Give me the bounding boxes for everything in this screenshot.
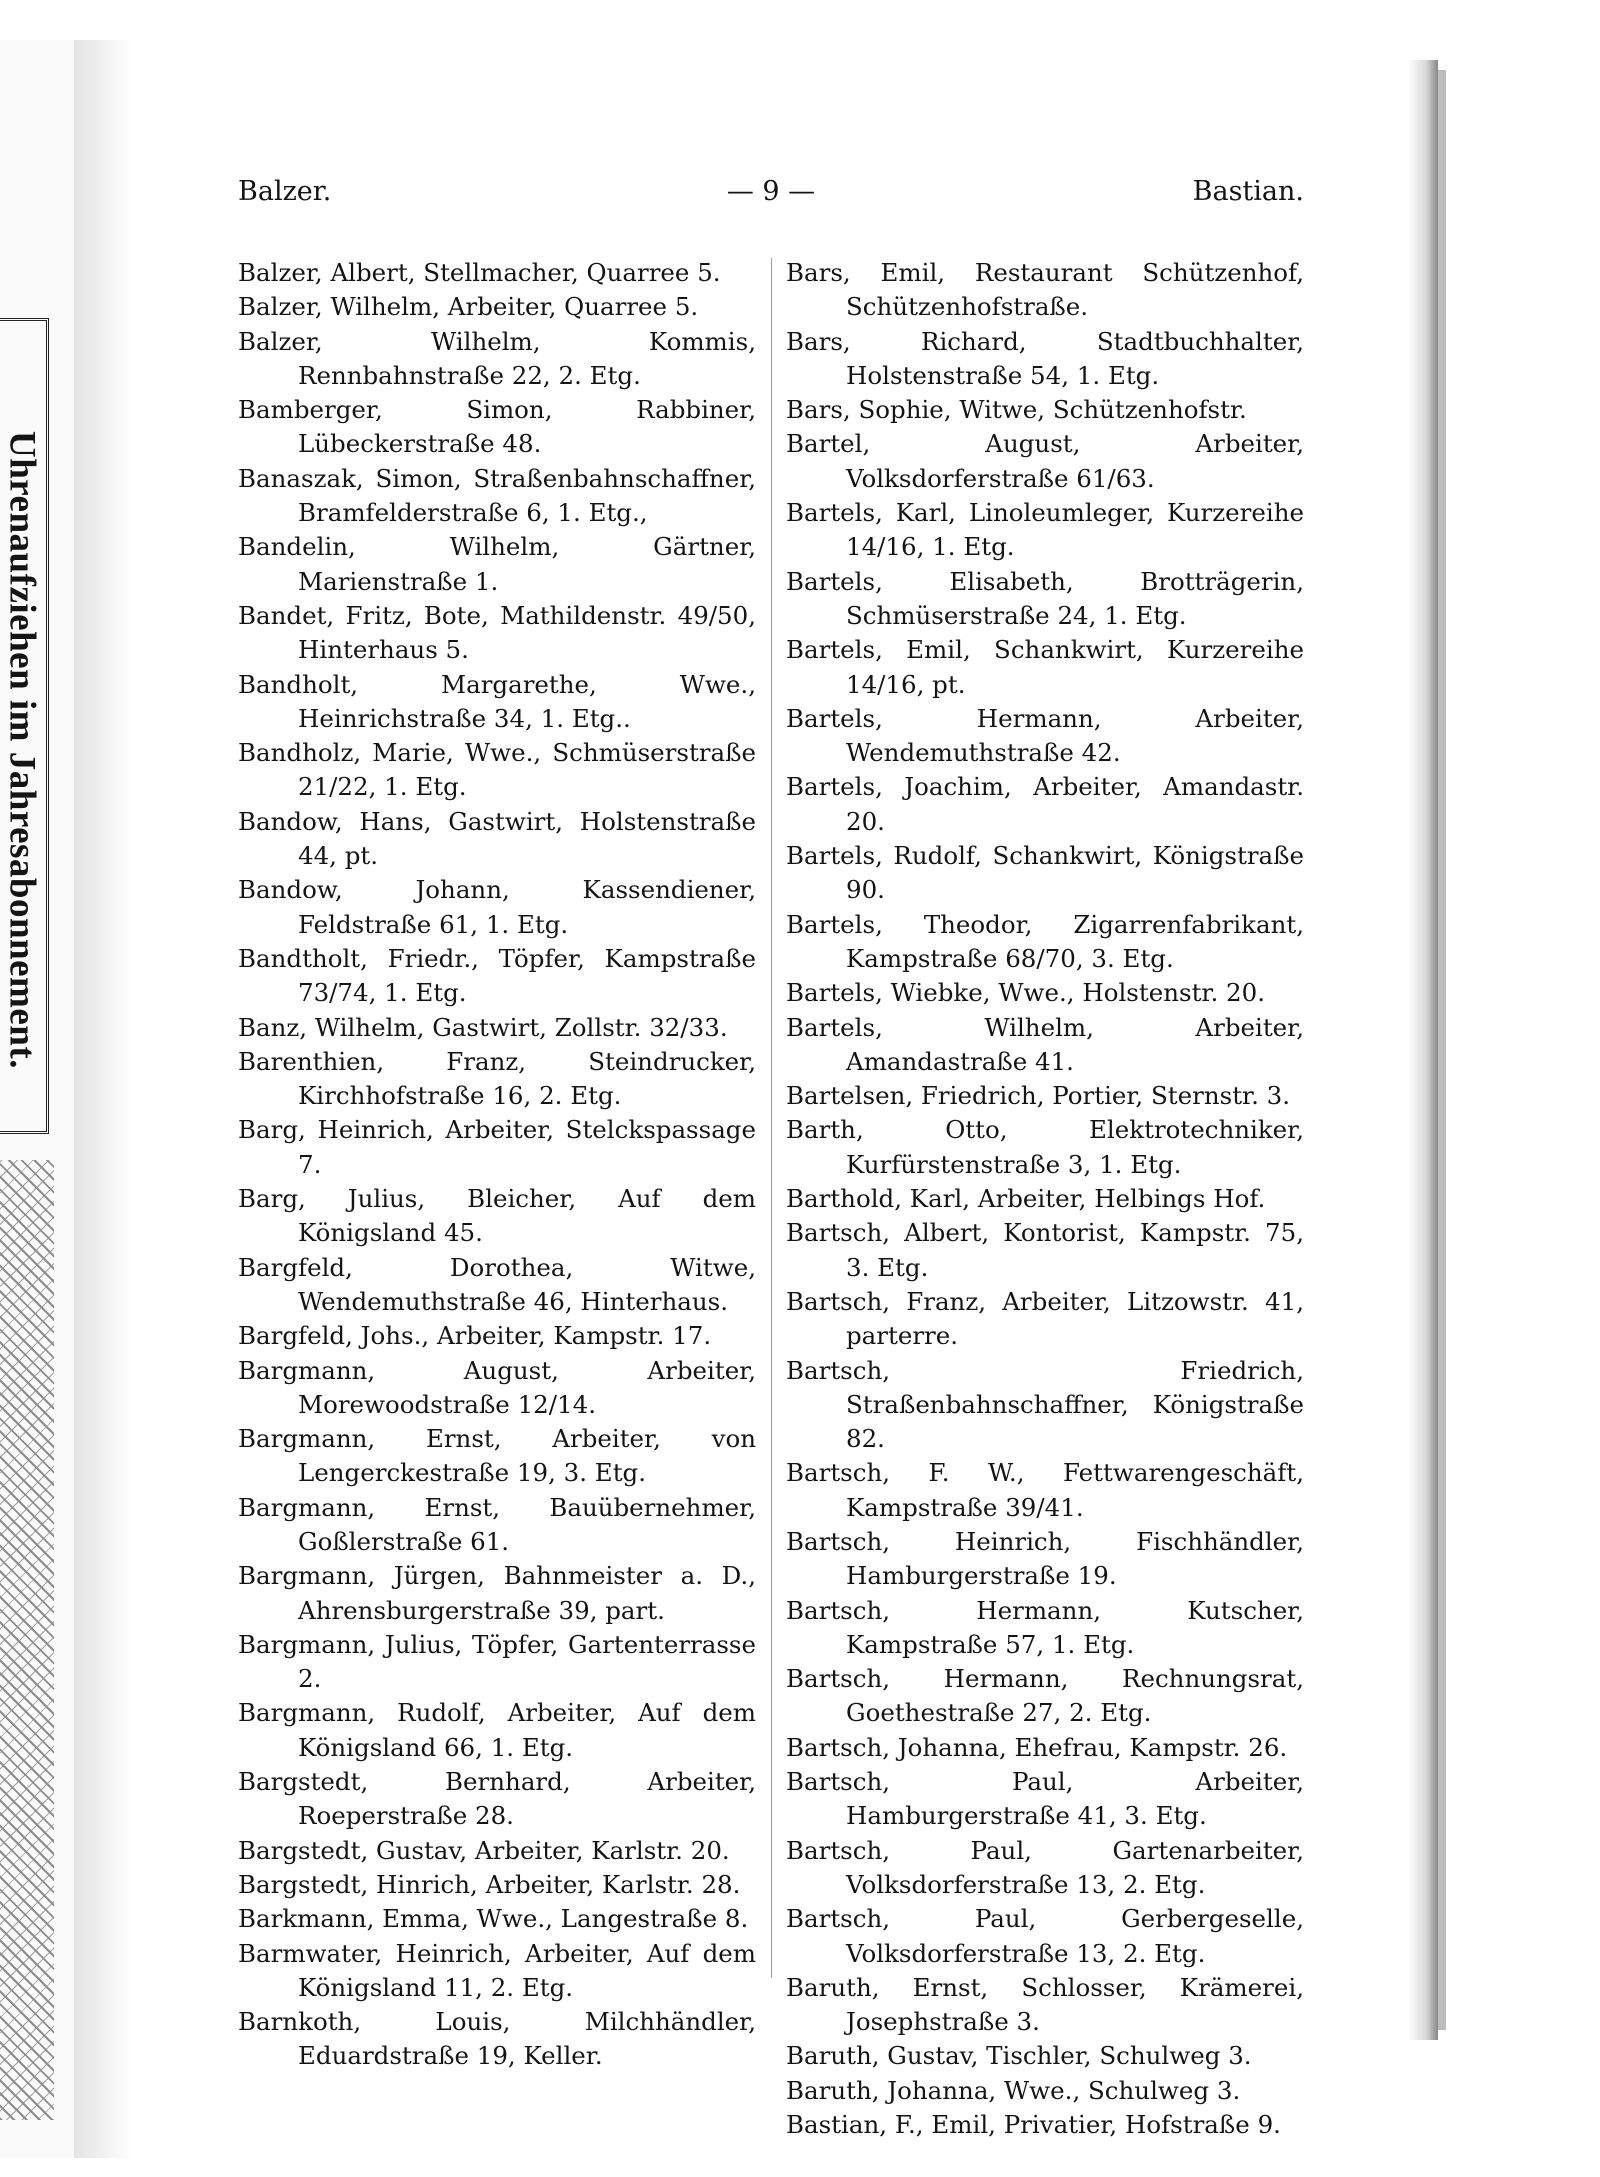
directory-entry: Barmwater, Heinrich, Arbeiter, Auf dem Königsland 11, 2. Etg. [238,1938,756,2002]
directory-entry: Bargstedt, Bernhard, Arbeiter, Roeperstraße 28. [238,1767,756,1831]
page-edge-shadow [1408,60,1438,2040]
directory-entry: Bandow, Johann, Kassendiener, Feldstraße 61, 1. Etg. [238,875,756,939]
directory-entry: Barnkoth, Louis, Milchhändler, Eduardstraße 19, Keller. [238,2007,756,2071]
side-label: Uhrenaufziehen im Jahresabonnement. [1,431,43,1069]
header-last-name: Bastian. [1192,176,1304,207]
page-number: — 9 — [726,176,816,207]
directory-entry: Barenthien, Franz, Steindrucker, Kirchhofstraße 16, 2. Etg. [238,1046,756,1111]
directory-entry: Barg, Julius, Bleicher, Auf dem Königsland 45. [238,1184,756,1248]
directory-entry: Bars, Richard, Stadtbuchhalter, Holstenstraße 54, 1. Etg. [786,326,1304,390]
directory-entry: Bartsch, Hermann, Rechnungsrat, Goethestraße 27, 2. Etg. [786,1664,1304,1728]
directory-entry: Bargfeld, Dorothea, Witwe, Wendemuthstraße 46, Hinterhaus. [238,1252,756,1316]
directory-entry: Bandet, Fritz, Bote, Mathildenstr. 49/50, Hinterhaus 5. [238,600,756,665]
directory-entry: Banz, Wilhelm, Gastwirt, Zollstr. 32/33. [238,1012,728,1042]
directory-entry: Bargmann, Ernst, Arbeiter, von Lengerckestraße 19, 3. Etg. [238,1424,756,1488]
directory-entry: Banaszak, Simon, Straßenbahnschaffner, Bramfelderstraße 6, 1. Etg., [238,463,756,528]
directory-entry: Bartsch, F. W., Fettwarengeschäft, Kampstraße 39/41. [786,1458,1304,1522]
directory-entry: Bandtholt, Friedr., Töpfer, Kampstraße 73/74, 1. Etg. [238,943,756,1008]
directory-entry: Bargmann, Julius, Töpfer, Gartenterrasse 2. [238,1629,756,1694]
directory-entry: Bamberger, Simon, Rabbiner, Lübeckerstraße 48. [238,395,756,459]
directory-entry: Bargmann, August, Arbeiter, Morewoodstraße 12/14. [238,1355,756,1419]
directory-entry: Bandelin, Wilhelm, Gärtner, Marienstraße 1. [238,532,756,596]
directory-entry: Bartsch, Albert, Kontorist, Kampstr. 75, 3. Etg. [786,1218,1304,1282]
directory-entry: Bartsch, Paul, Gerbergeselle, Volksdorferstraße 13, 2. Etg. [786,1904,1304,1968]
directory-entry: Barkmann, Emma, Wwe., Langestraße 8. [238,1904,749,1934]
directory-entry: Baruth, Johanna, Wwe., Schulweg 3. [786,2075,1241,2105]
directory-entry: Baruth, Ernst, Schlosser, Krämerei, Josephstraße 3. [786,1972,1304,2037]
directory-entry: Bartels, Rudolf, Schankwirt, Königstraße 90. [786,841,1304,905]
directory-column-left [238,256,756,2074]
directory-entry: Bartels, Hermann, Arbeiter, Wendemuthstraße 42. [786,703,1304,768]
advertisement-text [0,430,46,1070]
directory-entry: Bargmann, Ernst, Bauübernehmer, Goßlerstraße 61. [238,1492,756,1556]
directory-entry: Bargfeld, Johs., Arbeiter, Kampstr. 17. [238,1321,712,1351]
directory-entry: Bartels, Karl, Linoleumleger, Kurzereihe 14/16, 1. Etg. [786,498,1304,562]
header-first-name: Balzer. [238,176,332,207]
directory-entry: Bartsch, Franz, Arbeiter, Litzowstr. 41, parterre. [786,1286,1304,1351]
directory-entry: Bartsch, Johanna, Ehefrau, Kampstr. 26. [786,1732,1288,1762]
directory-entry: Bartels, Theodor, Zigarrenfabrikant, Kampstraße 68/70, 3. Etg. [786,909,1304,973]
directory-entry: Bandholz, Marie, Wwe., Schmüserstraße 21/22, 1. Etg. [238,738,756,802]
directory-entry: Bartels, Joachim, Arbeiter, Amandastr. 20. [786,772,1304,836]
directory-entry: Bartsch, Hermann, Kutscher, Kampstraße 57, 1. Etg. [786,1595,1304,1659]
directory-entry: Bargmann, Jürgen, Bahnmeister a. D., Ahrensburgerstraße 39, part. [238,1561,756,1625]
directory-entry: Bartsch, Paul, Gartenarbeiter, Volksdorferstraße 13, 2. Etg. [786,1835,1304,1899]
directory-entry: Bartels, Wilhelm, Arbeiter, Amandastraße 41. [786,1012,1304,1076]
directory-entry: Balzer, Albert, Stellmacher, Quarree 5. [238,258,721,287]
directory-entry: Bartels, Emil, Schankwirt, Kurzereihe 14/16, pt. [786,635,1304,699]
directory-entry: Bartels, Wiebke, Wwe., Holstenstr. 20. [786,978,1265,1008]
directory-entry: Bartsch, Friedrich, Straßenbahnschaffner, Königstraße 82. [786,1355,1304,1454]
directory-entry: Bartsch, Heinrich, Fischhändler, Hamburgerstraße 19. [786,1526,1304,1591]
directory-entry: Bargstedt, Gustav, Arbeiter, Karlstr. 20. [238,1835,730,1865]
directory-entry: Bars, Emil, Restaurant Schützenhof, Schützenhofstraße. [786,258,1304,322]
decorative-border-ornament [0,1160,54,2120]
directory-entry: Barthold, Karl, Arbeiter, Helbings Hof. [786,1184,1266,1214]
directory-entry: Barth, Otto, Elektrotechniker, Kurfürstenstraße 3, 1. Etg. [786,1115,1304,1179]
book-gutter [74,40,134,2158]
directory-entry: Bars, Sophie, Witwe, Schützenhofstr. [786,395,1247,425]
directory-entry: Balzer, Wilhelm, Kommis, Rennbahnstraße 22, 2. Etg. [238,326,756,390]
directory-entry: Bastian, F., Emil, Privatier, Hofstraße 9. [786,2110,1281,2140]
directory-column-right [786,256,1304,2142]
column-divider [771,258,772,1978]
page-header [238,176,1304,226]
directory-entry: Barg, Heinrich, Arbeiter, Stelckspassage 7. [238,1115,756,1179]
directory-entry: Bartsch, Paul, Arbeiter, Hamburgerstraße 41, 3. Etg. [786,1767,1304,1831]
directory-entry: Bartelsen, Friedrich, Portier, Sternstr. 3. [786,1081,1291,1111]
directory-entry: Bandholt, Margarethe, Wwe., Heinrichstraße 34, 1. Etg.. [238,669,756,733]
directory-entry: Bartel, August, Arbeiter, Volksdorferstraße 61/63. [786,429,1304,493]
page-edge-stack [1438,70,1446,2030]
directory-entry: Bartels, Elisabeth, Brotträgerin, Schmüserstraße 24, 1. Etg. [786,566,1304,630]
directory-entry: Bandow, Hans, Gastwirt, Holstenstraße 44, pt. [238,806,756,871]
directory-entry: Bargstedt, Hinrich, Arbeiter, Karlstr. 28. [238,1869,741,1899]
directory-entry: Bargmann, Rudolf, Arbeiter, Auf dem Königsland 66, 1. Etg. [238,1698,756,1762]
adjacent-page [0,40,76,2158]
directory-entry: Balzer, Wilhelm, Arbeiter, Quarree 5. [238,292,699,322]
directory-entry: Baruth, Gustav, Tischler, Schulweg 3. [786,2041,1252,2071]
